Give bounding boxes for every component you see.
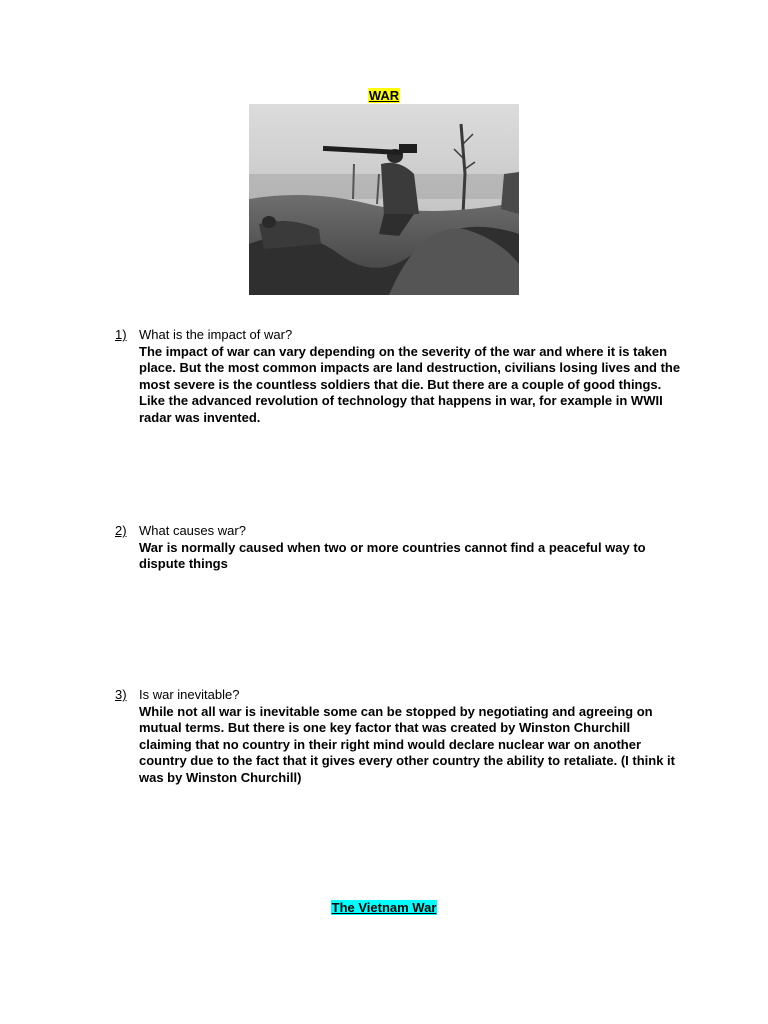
question-1 — [115, 327, 685, 344]
question-number: 1) — [115, 327, 127, 342]
answer-2: War is normally caused when two or more countries cannot find a peaceful way to dispute things — [139, 539, 646, 572]
question-number: 2) — [115, 523, 127, 538]
question-2 — [115, 523, 685, 540]
question-number: 3) — [115, 687, 127, 702]
next-heading — [0, 899, 768, 916]
question-block-3 — [115, 687, 685, 787]
answer-1: The impact of war can vary depending on the severity of the war and where it is taken place. But the most common impacts are land destruction, civilians losing lives and the most severe is the countless soldiers that die. But there are a couple of good things. Like the advanced revolution of technology that happens in war, for example in WWII radar was invented. — [139, 343, 681, 425]
question-text: What causes war? — [139, 523, 246, 538]
next-heading-text: The Vietnam War — [331, 900, 437, 915]
question-3 — [115, 687, 685, 704]
war-photo-image — [249, 104, 519, 295]
question-text: What is the impact of war? — [139, 327, 293, 342]
question-block-2 — [115, 523, 685, 573]
title-text: WAR — [368, 88, 400, 103]
question-text: Is war inevitable? — [139, 687, 240, 702]
answer-3: While not all war is inevitable some can be stopped by negotiating and agreeing on mutual terms. But there is one key factor that was created by Winston Churchill claiming that no country in their right mind would declare nuclear war on another country due to the fact that it gives every other country the ability to retaliate. (I think it was by Winston Churchill) — [139, 703, 675, 785]
question-block-1 — [115, 327, 685, 427]
war-photo — [249, 104, 519, 295]
document-title — [0, 87, 768, 104]
